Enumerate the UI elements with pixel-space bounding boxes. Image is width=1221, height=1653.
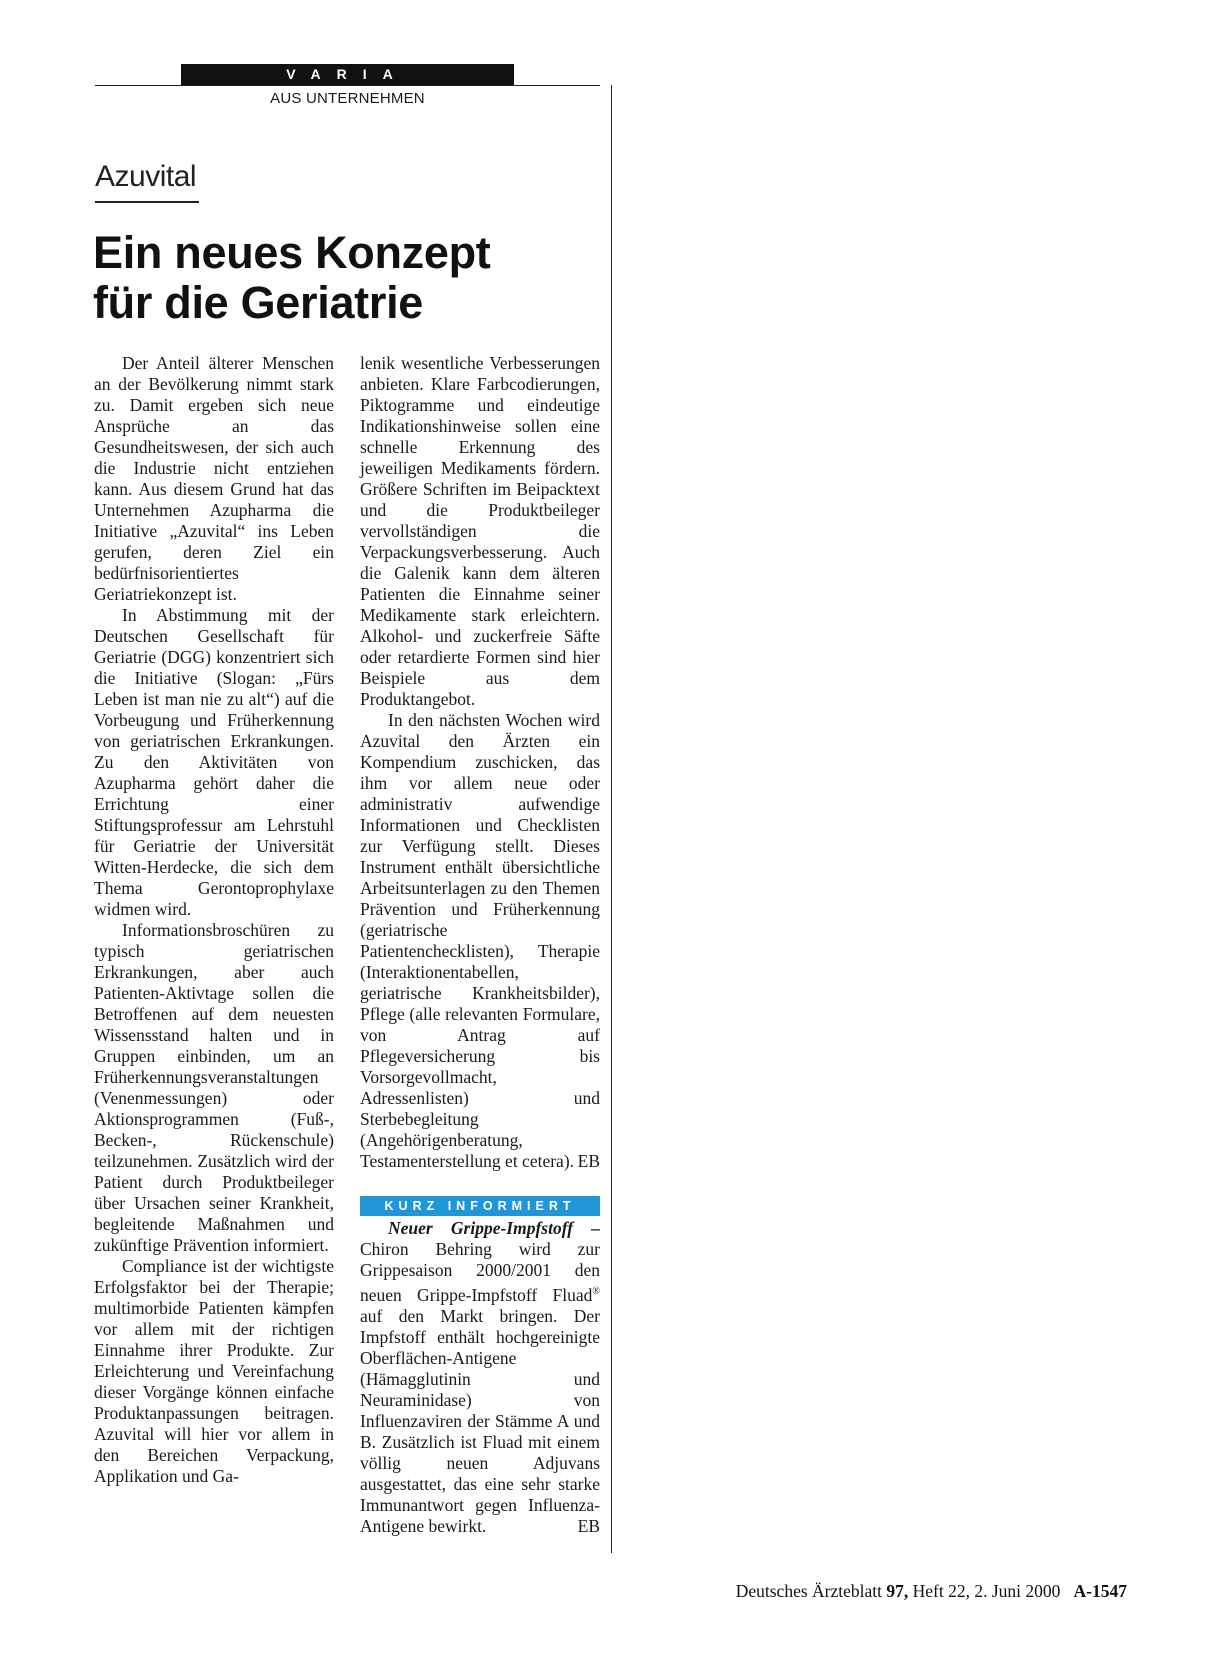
- author-signature: EB: [577, 1151, 600, 1171]
- article-headline: [93, 228, 613, 328]
- news-signature: EB: [577, 1515, 600, 1536]
- journal-name: Deutsches Ärzteblatt: [735, 1581, 882, 1601]
- news-box-header: KURZ INFORMIERT: [360, 1196, 600, 1216]
- body-paragraph-last: [360, 710, 600, 1172]
- registered-mark: ®: [592, 1286, 600, 1297]
- journal-volume: 97,: [886, 1581, 909, 1601]
- body-paragraph: Compliance ist der wichtigste Erfolgsfaktor bei der Therapie; multimorbide Patienten kämpfen vor allem mit der richtigen Einnahme ihrer Produkte. Zur Erleichterung und Vereinfachung dieser Vorgänge können einfache Produktanpassungen beitragen. Azuvital will hier vor allem in den Bereichen Verpackung, Applikation und Ga-: [94, 1256, 334, 1486]
- body-paragraph: Informationsbroschüren zu typisch geriatrischen Erkrankungen, aber auch Patienten-Aktivtage sollen die Betroffenen auf dem neuesten Wissensstand halten und in Gruppen einbinden, um an Früherkennungsveranstaltungen (Venenmessungen) oder Aktionsprogrammen (Fuß-, Becken-, Rückenschule) teilzunehmen. Zusätzlich wird der Patient durch Produktbeileger über Ursachen seiner Krankheit, begleitende Maßnahmen und zukünftige Prävention informiert.: [94, 920, 334, 1255]
- article-column-right: [360, 353, 600, 1537]
- news-text-part-1: Chiron Behring wird zur Grippesaison 2000/2001 den neuen Grippe-Impfstoff Fluad: [360, 1239, 600, 1305]
- headline-line-2: für die Geriatrie: [93, 277, 424, 328]
- headline-line-1: Ein neues Konzept: [93, 227, 491, 278]
- body-text: In den nächsten Wochen wird Azuvital den Ärzten ein Kompendium zuschicken, das ihm vor allem neue oder administrativ aufwendige Informationen und Checklisten zur Verfügung stellt. Dieses Instrument enthält übersichtliche Arbeitsunterlagen zu den Themen Prävention und Früherkennung (geriatrische Patientenchecklisten), Therapie (Interaktionentabellen, geriatrische Krankheitsbilder), Pflege (alle relevanten Formulare, von Antrag auf Pflegeversicherung bis Vorsorgevollmacht, Adressenlisten) und Sterbebegleitung (Angehörigenberatung, Testamenterstellung et cetera).: [360, 710, 600, 1171]
- issue-date: Heft 22, 2. Juni 2000: [912, 1581, 1061, 1601]
- news-box-text: [360, 1218, 600, 1537]
- article-column-left: [94, 353, 334, 1487]
- page-number: A-1547: [1073, 1581, 1127, 1601]
- page-footer: [736, 1581, 1127, 1602]
- news-text-part-2: auf den Markt bringen. Der Impfstoff enthält hochgereinigte Oberflächen-Antigene (Hämagglutinin und Neuraminidase) von Influenzaviren der Stämme A und B. Zusätzlich ist Fluad mit einem völlig neuen Adjuvans ausgestattet, das eine sehr starke Immunantwort gegen Influenza-Antigene bewirkt.: [360, 1305, 600, 1536]
- kicker-underline: [95, 201, 199, 203]
- section-label: AUS UNTERNEHMEN: [270, 90, 425, 107]
- body-paragraph: Der Anteil älterer Menschen an der Bevölkerung nimmt stark zu. Damit ergeben sich neue Ansprüche an das Gesundheitswesen, der sich auch die Industrie nicht entziehen kann. Aus diesem Grund hat das Unternehmen Azupharma die Initiative „Azuvital“ ins Leben gerufen, deren Ziel ein bedürfnisorientiertes Geriatriekonzept ist.: [94, 353, 334, 604]
- body-paragraph: In Abstimmung mit der Deutschen Gesellschaft für Geriatrie (DGG) konzentriert sich die Initiative (Slogan: „Fürs Leben ist man nie zu alt“) auf die Vorbeugung und Früherkennung von geriatrischen Erkrankungen. Zu den Aktivitäten von Azupharma gehört daher die Errichtung einer Stiftungsprofessur am Lehrstuhl für Geriatrie der Universität Witten-Herdecke, die sich dem Thema Gerontoprophylaxe widmen wird.: [94, 605, 334, 919]
- news-box-lead: Neuer Grippe-Impfstoff –: [388, 1218, 600, 1238]
- section-bar: VARIA: [181, 64, 514, 85]
- header-rule: [95, 85, 600, 86]
- article-kicker: Azuvital: [95, 160, 197, 193]
- body-paragraph: lenik wesentliche Verbesserungen anbieten. Klare Farbcodierungen, Piktogramme und eindeutige Indikationshinweise sollen eine schnelle Erkennung des jeweiligen Medikaments fördern. Größere Schriften im Beipacktext und die Produktbeileger vervollständigen die Verpackungsverbesserung. Auch die Galenik kann dem älteren Patienten die Einnahme seiner Medikamente stark erleichtern. Alkohol- und zuckerfreie Säfte oder retardierte Formen sind hier Beispiele aus dem Produktangebot.: [360, 353, 600, 709]
